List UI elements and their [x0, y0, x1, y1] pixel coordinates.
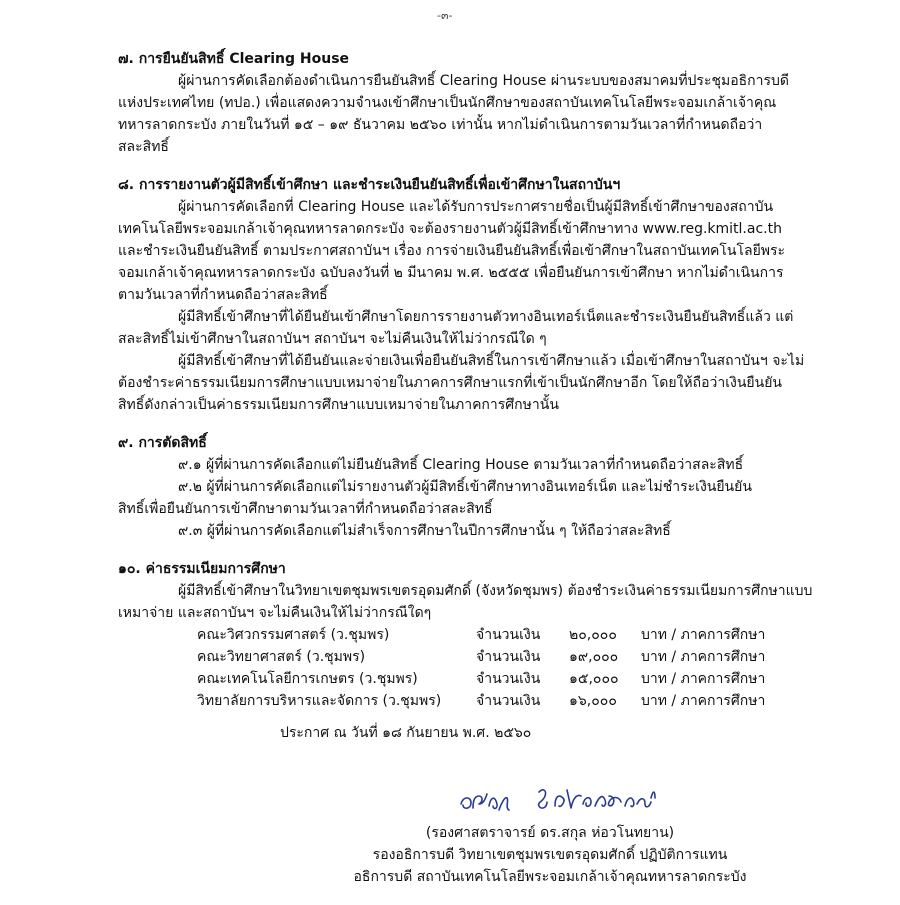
list-item: ๙.๑ ผู้ที่ผ่านการคัดเลือกแต่ไม่ยืนยันสิทธิ์ Clearing House ตามวันเวลาที่กำหนดถือว่าสละสิทธิ์	[178, 457, 744, 473]
fee-amount: ๑๙,๐๐๐	[569, 649, 619, 665]
fee-amount: ๒๐,๐๐๐	[569, 627, 617, 643]
fee-faculty: คณะวิศวกรรมศาสตร์ (ว.ชุมพร)	[197, 627, 390, 643]
section-7-heading: ๗. การยืนยันสิทธิ์ Clearing House	[118, 51, 350, 67]
fee-faculty: คณะวิทยาศาสตร์ (ว.ชุมพร)	[197, 649, 366, 665]
fee-label: จำนวนเงิน	[476, 693, 541, 709]
fee-label: จำนวนเงิน	[476, 649, 541, 665]
paragraph-line: เหมาจ่าย และสถาบันฯ จะไม่คืนเงินให้ไม่ว่ากรณีใดๆ	[118, 605, 432, 621]
page-number: -๓-	[437, 9, 453, 22]
paragraph-line: ต้องชำระค่าธรรมเนียมการศึกษาแบบเหมาจ่ายในภาคการศึกษาแรกที่เข้าเป็นนักศึกษาอีก โดยให้ถือว่าเงินยืนยัน	[118, 375, 782, 391]
paragraph-line: ตามวันเวลาที่กำหนดถือว่าสละสิทธิ์	[118, 287, 328, 303]
section-9-heading: ๙. การตัดสิทธิ์	[118, 435, 207, 451]
paragraph-line: สิทธิ์ดังกล่าวเป็นค่าธรรมเนียมการศึกษาแบบเหมาจ่ายในภาคการศึกษานั้น	[118, 397, 559, 413]
fee-amount: ๑๕,๐๐๐	[569, 671, 619, 687]
fee-unit: บาท / ภาคการศึกษา	[641, 671, 766, 687]
paragraph-line: ทหารลาดกระบัง ภายในวันที่ ๑๕ – ๑๙ ธันวาคม ๒๕๖๐ เท่านั้น หากไม่ดำเนินการตามวันเวลาที่กำหนดถือว่า	[118, 117, 763, 133]
fee-amount: ๑๖,๐๐๐	[569, 693, 617, 709]
fee-unit: บาท / ภาคการศึกษา	[641, 693, 766, 709]
paragraph-line: ผู้มีสิทธิ์เข้าศึกษาที่ได้ยืนยันเข้าศึกษาโดยการรายงานตัวทางอินเทอร์เน็ตและชำระเงินยืนยันสิทธิ์แล้ว แต่	[178, 309, 794, 325]
paragraph-line: และชำระเงินยืนยันสิทธิ์ ตามประกาศสถาบันฯ เรื่อง การจ่ายเงินยืนยันสิทธิ์เพื่อเข้าศึกษาในสถาบันเทคโนโลยีพระ	[118, 243, 786, 259]
paragraph-line: เทคโนโลยีพระจอมเกล้าเจ้าคุณทหารลาดกระบัง จะต้องรายงานตัวผู้มีสิทธิ์เข้าศึกษาทาง www.reg.kmitl.ac.th	[118, 221, 782, 237]
list-item: ๙.๓ ผู้ที่ผ่านการคัดเลือกแต่ไม่สำเร็จการศึกษาในปีการศึกษานั้น ๆ ให้ถือว่าสละสิทธิ์	[178, 523, 671, 539]
paragraph-line: สละสิทธิ์ไม่เข้าศึกษาในสถาบันฯ สถาบันฯ จะไม่คืนเงินให้ไม่ว่ากรณีใด ๆ	[118, 331, 547, 347]
signatory-name: (รองศาสตราจารย์ ดร.สกุล ห่อวโนทยาน)	[425, 825, 675, 841]
paragraph-line: สละสิทธิ์	[118, 139, 169, 155]
fee-label: จำนวนเงิน	[476, 671, 541, 687]
fee-label: จำนวนเงิน	[476, 627, 541, 643]
signature-graphic	[455, 782, 685, 822]
paragraph-line: ผู้มีสิทธิ์เข้าศึกษาในวิทยาเขตชุมพรเขตรอุดมศักดิ์ (จังหวัดชุมพร) ต้องชำระเงินค่าธรรมเนียมการศึกษาแบบ	[178, 583, 813, 599]
fee-faculty: วิทยาลัยการบริหารและจัดการ (ว.ชุมพร)	[197, 693, 442, 709]
signatory-title-line-2: อธิการบดี สถาบันเทคโนโลยีพระจอมเกล้าเจ้าคุณทหารลาดกระบัง	[353, 869, 747, 885]
fee-unit: บาท / ภาคการศึกษา	[641, 649, 766, 665]
paragraph-line: แห่งประเทศไทย (ทปอ.) เพื่อแสดงความจำนงเข้าศึกษาเป็นนักศึกษาของสถาบันเทคโนโลยีพระจอมเกล้าเจ้าคุณ	[118, 95, 777, 111]
handwritten-signature	[455, 782, 685, 822]
list-item: ๙.๒ ผู้ที่ผ่านการคัดเลือกแต่ไม่รายงานตัวผู้มีสิทธิ์เข้าศึกษาทางอินเทอร์เน็ต และไม่ชำระเงินยืนยัน	[178, 479, 752, 495]
paragraph-line: ผู้ผ่านการคัดเลือกที่ Clearing House และได้รับการประกาศรายชื่อเป็นผู้มีสิทธิ์เข้าศึกษาของสถาบัน	[178, 199, 774, 215]
paragraph-line: ผู้มีสิทธิ์เข้าศึกษาที่ได้ยืนยันและจ่ายเงินเพื่อยืนยันสิทธิ์ในการเข้าศึกษาแล้ว เมื่อเข้าศึกษาในสถาบันฯ จะไม่	[178, 353, 805, 369]
paragraph-line: จอมเกล้าเจ้าคุณทหารลาดกระบัง ฉบับลงวันที่ ๒ มีนาคม พ.ศ. ๒๕๕๕ เพื่อยืนยันการเข้าศึกษา หากไม่ดำเนินการ	[118, 265, 784, 281]
fee-faculty: คณะเทคโนโลยีการเกษตร (ว.ชุมพร)	[197, 671, 418, 687]
section-10-heading: ๑๐. ค่าธรรมเนียมการศึกษา	[118, 561, 286, 577]
list-item: สิทธิ์เพื่อยืนยันการเข้าศึกษาตามวันเวลาที่กำหนดถือว่าสละสิทธิ์	[118, 501, 493, 517]
paragraph-line: ผู้ผ่านการคัดเลือกต้องดำเนินการยืนยันสิทธิ์ Clearing House ผ่านระบบของสมาคมที่ประชุมอธิการบดี	[178, 73, 789, 89]
announcement-date: ประกาศ ณ วันที่ ๑๘ กันยายน พ.ศ. ๒๕๖๐	[280, 725, 532, 741]
section-8-heading: ๘. การรายงานตัวผู้มีสิทธิ์เข้าศึกษา และชำระเงินยืนยันสิทธิ์เพื่อเข้าศึกษาในสถาบันฯ	[118, 177, 621, 193]
fee-unit: บาท / ภาคการศึกษา	[641, 627, 766, 643]
signatory-title-line-1: รองอธิการบดี วิทยาเขตชุมพรเขตรอุดมศักดิ์ ปฏิบัติการแทน	[372, 847, 728, 863]
